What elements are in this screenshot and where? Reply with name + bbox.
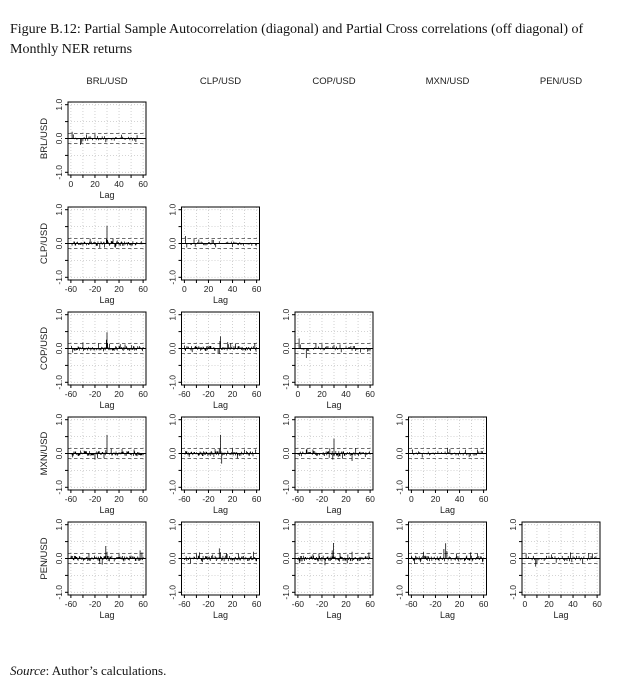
x-tick-label: -20 [88,284,102,294]
x-tick-label: -60 [178,389,191,399]
subplot-PENUSD-vs-PENUSD [508,519,602,620]
column-header: CLP/USD [199,76,242,87]
spike-series [71,226,143,248]
subplot-CLPUSD-vs-BRLUSD [54,204,148,305]
x-axis-title: Lag [99,295,115,305]
y-tick-label: 0.0 [54,447,64,460]
y-tick-label: -1.0 [54,164,64,180]
y-tick-label: -1.0 [54,374,64,390]
x-tick-label: -60 [64,284,78,294]
spike-series [184,548,256,563]
y-tick-label: 1.0 [54,203,64,216]
y-tick-label: -1.0 [394,479,405,495]
y-tick-label: 0.0 [281,447,291,460]
y-tick-label: -1.0 [281,479,291,495]
x-tick-label: 20 [317,389,327,399]
x-tick-label: 20 [227,389,238,399]
x-tick-label: 20 [341,599,351,609]
source-label: Source [10,663,46,678]
x-tick-label: -60 [64,494,78,504]
x-tick-label: -60 [178,599,191,609]
y-tick-label: -1.0 [508,584,518,600]
row-label: CLP/USD [39,222,50,265]
subplot-MXNUSD-vs-CLPUSD [168,414,262,515]
x-tick-label: 20 [203,284,214,294]
x-tick-label: 0 [295,389,301,399]
x-tick-label: 20 [227,494,238,504]
x-axis-title: Lag [99,190,115,200]
y-tick-label: 0.0 [167,342,178,355]
y-tick-label: 0.0 [394,447,405,460]
x-axis-title: Lag [439,505,456,515]
source-note [10,663,166,679]
x-axis-title: Lag [212,400,229,410]
x-tick-label: 60 [251,389,262,399]
x-tick-label: -60 [405,599,418,609]
x-tick-label: 0 [522,599,528,609]
x-axis-title: Lag [212,505,229,515]
column-header: MXN/USD [425,76,470,87]
x-tick-label: -20 [202,599,215,609]
x-tick-label: 0 [182,284,187,294]
x-axis-title: Lag [212,295,229,305]
subplot-PENUSD-vs-MXNUSD [395,519,489,620]
y-tick-label: 0.0 [394,552,405,565]
x-tick-label: 60 [478,494,489,504]
x-tick-label: -60 [64,599,78,609]
y-tick-label: 1.0 [281,518,291,531]
figure-caption: Figure B.12: Partial Sample Autocorrelation (diagonal) and Partial Cross correlations (off diagonal) of Monthly NER returns [10,22,584,57]
x-tick-label: 20 [114,389,124,399]
row-label: MXN/USD [39,431,50,476]
y-tick-label: 0.0 [54,552,64,565]
x-tick-label: -60 [291,494,305,504]
subplot-PENUSD-vs-COPUSD [281,519,375,620]
x-tick-label: -20 [202,494,215,504]
y-tick-label: -1.0 [281,584,291,600]
x-tick-label: 40 [227,284,238,294]
subplot-MXNUSD-vs-COPUSD [281,414,375,515]
x-tick-label: 20 [454,599,465,609]
y-tick-label: -1.0 [167,584,178,600]
x-axis-title: Lag [99,505,115,515]
x-tick-label: 0 [409,494,414,504]
x-tick-label: 20 [114,494,124,504]
x-tick-label: -20 [88,599,102,609]
subplot-CLPUSD-vs-CLPUSD [168,204,262,305]
x-tick-label: 20 [341,494,351,504]
x-tick-label: 40 [341,389,351,399]
spike-series [71,435,143,460]
x-tick-label: 20 [114,284,124,294]
y-tick-label: 0.0 [54,132,64,145]
x-tick-label: 60 [251,494,262,504]
x-axis-title: Lag [553,610,569,620]
y-tick-label: 0.0 [281,342,291,355]
row-label: BRL/USD [39,117,50,160]
x-tick-label: -60 [64,389,78,399]
x-tick-label: 60 [138,599,148,609]
x-tick-label: 60 [251,284,262,294]
subplot-BRLUSD-vs-BRLUSD [54,99,148,200]
x-tick-label: 60 [365,494,375,504]
y-tick-label: 1.0 [394,413,405,426]
x-axis-title: Lag [326,505,342,515]
x-tick-label: 60 [251,599,262,609]
subplot-PENUSD-vs-CLPUSD [168,519,262,620]
y-tick-label: -1.0 [394,584,405,600]
y-tick-label: 1.0 [167,308,178,321]
pacf-matrix-figure [0,58,636,630]
x-axis-title: Lag [326,400,342,410]
x-tick-label: -60 [291,599,305,609]
x-tick-label: 60 [365,389,375,399]
x-axis-title: Lag [99,400,115,410]
column-header: BRL/USD [86,76,128,87]
x-tick-label: 40 [454,494,465,504]
y-tick-label: 0.0 [54,237,64,250]
y-tick-label: -1.0 [54,479,64,495]
x-tick-label: -20 [88,389,102,399]
column-header: COP/USD [312,76,356,87]
x-tick-label: -20 [202,389,215,399]
y-tick-label: 1.0 [167,518,178,531]
x-tick-label: 20 [544,599,554,609]
x-tick-label: 20 [90,179,100,189]
y-tick-label: -1.0 [167,374,178,390]
row-label: PEN/USD [39,537,50,580]
y-tick-label: -1.0 [54,584,64,600]
x-axis-title: Lag [99,610,115,620]
spike-series [71,332,143,352]
x-tick-label: 0 [68,179,74,189]
y-tick-label: 0.0 [167,237,178,250]
x-axis-title: Lag [326,610,342,620]
x-tick-label: -20 [315,494,329,504]
x-tick-label: 60 [592,599,602,609]
y-tick-label: 1.0 [281,308,291,321]
y-tick-label: 0.0 [508,552,518,565]
y-tick-label: 1.0 [54,518,64,531]
subplot-PENUSD-vs-BRLUSD [54,519,148,620]
y-tick-label: 0.0 [167,447,178,460]
y-tick-label: 0.0 [54,342,64,355]
x-tick-label: -20 [315,599,329,609]
y-tick-label: -1.0 [54,269,64,285]
subplot-COPUSD-vs-COPUSD [281,309,375,410]
y-tick-label: 1.0 [394,518,405,531]
y-tick-label: 0.0 [167,552,178,565]
x-tick-label: 60 [365,599,375,609]
subplot-COPUSD-vs-CLPUSD [168,309,262,410]
x-tick-label: 40 [114,179,124,189]
column-header: PEN/USD [539,76,583,87]
x-tick-label: 60 [138,179,148,189]
y-tick-label: 1.0 [54,413,64,426]
x-tick-label: 60 [138,389,148,399]
subplot-MXNUSD-vs-MXNUSD [395,414,489,515]
spike-series [298,439,370,461]
x-tick-label: 20 [114,599,124,609]
x-axis-title: Lag [212,610,229,620]
y-tick-label: 1.0 [54,98,64,111]
x-tick-label: -20 [429,599,442,609]
source-text: : Author’s calculations. [45,663,167,678]
y-tick-label: 1.0 [167,203,178,216]
x-tick-label: 20 [227,599,238,609]
x-tick-label: -60 [178,494,191,504]
y-tick-label: 1.0 [508,518,518,531]
subplot-MXNUSD-vs-BRLUSD [54,414,148,515]
x-tick-label: 60 [478,599,489,609]
row-label: COP/USD [39,326,50,371]
y-tick-label: 1.0 [281,413,291,426]
y-tick-label: -1.0 [281,374,291,390]
subplot-COPUSD-vs-BRLUSD [54,309,148,410]
y-tick-label: -1.0 [167,269,178,285]
x-axis-title: Lag [439,610,456,620]
x-tick-label: 60 [138,494,148,504]
x-tick-label: 40 [568,599,578,609]
x-tick-label: 20 [430,494,441,504]
y-tick-label: -1.0 [167,479,178,495]
y-tick-label: 1.0 [54,308,64,321]
y-tick-label: 0.0 [281,552,291,565]
y-tick-label: 1.0 [167,413,178,426]
x-tick-label: -20 [88,494,102,504]
x-tick-label: 60 [138,284,148,294]
